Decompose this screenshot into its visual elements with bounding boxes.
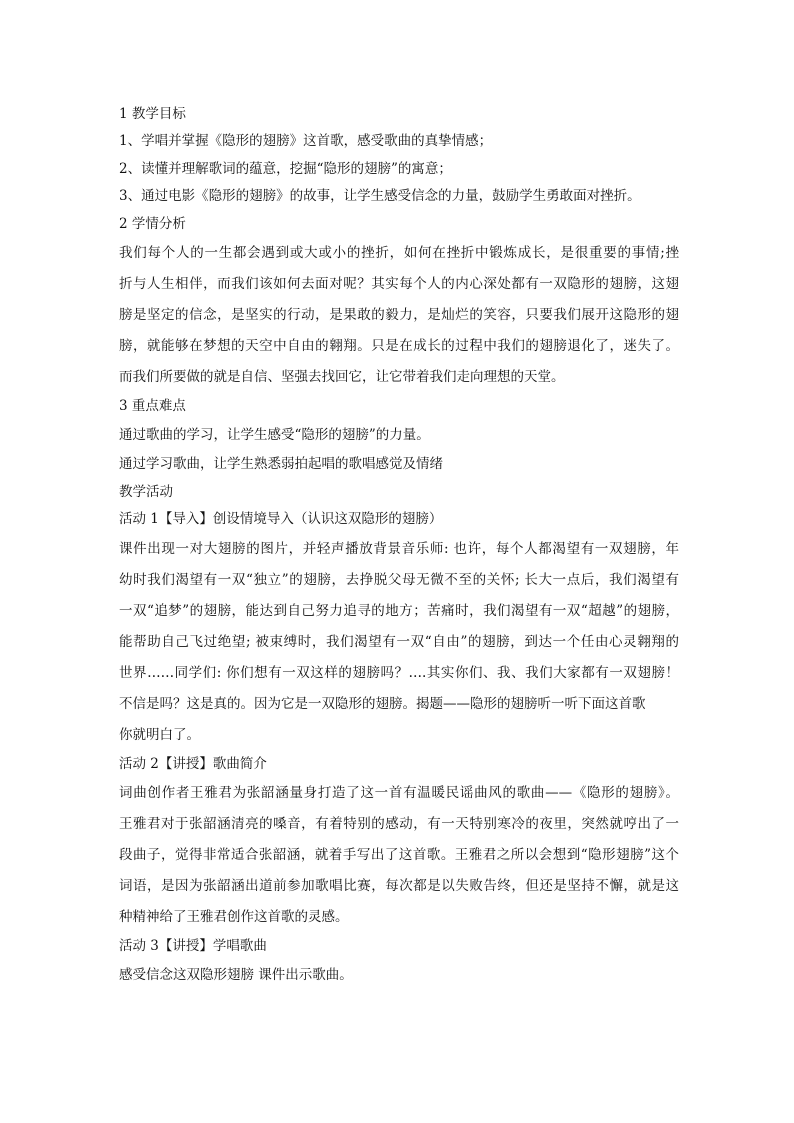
activity-1-line: 一双“追梦”的翅膀，能达到自己努力追寻的地方；苦痛时，我们渴望有一双“超越”的翅膀， — [119, 602, 679, 619]
activity-1-title: 活动 1【导入】创设情境导入（认识这双隐形的翅膀） — [119, 511, 443, 528]
activity-3-line: 感受信念这双隐形翅膀 课件出示歌曲。 — [119, 967, 353, 984]
key-point-item-1: 通过歌曲的学习，让学生感受“隐形的翅膀”的力量。 — [119, 427, 430, 444]
activity-1-line: 不信是吗？这是真的。因为它是一双隐形的翅膀。揭题——隐形的翅膀听一听下面这首歌 — [119, 695, 646, 712]
activity-2-line: 王雅君对于张韶涵清亮的嗓音，有着特别的感动，有一天特别寒冷的夜里，突然就哼出了一 — [119, 815, 679, 832]
analysis-line-5: 而我们所要做的就是自信、坚强去找回它，让它带着我们走向理想的天堂。 — [119, 368, 565, 385]
section-heading-key-points: 3 重点难点 — [119, 397, 186, 414]
objective-item-3: 3、通过电影《隐形的翅膀》的故事，让学生感受信念的力量，鼓励学生勇敢面对挫折。 — [119, 188, 641, 205]
analysis-line-2: 折与人生相伴，而我们该如何去面对呢？其实每个人的内心深处都有一双隐形的翅膀，这翅 — [119, 275, 679, 292]
analysis-line-1: 我们每个人的一生都会遇到或大或小的挫折，如何在挫折中锻炼成长，是很重要的事情;挫 — [119, 244, 679, 261]
activities-heading: 教学活动 — [119, 483, 173, 500]
activity-1-line: 世界……同学们: 你们想有一双这样的翅膀吗？….其实你们、我、我们大家都有一双翅膀！ — [119, 664, 679, 681]
objective-item-2: 2、读懂并理解歌词的蕴意，挖掘“隐形的翅膀”的寓意； — [119, 160, 452, 177]
document-body — [119, 101, 679, 991]
activity-1-line: 课件出现一对大翅膀的图片，并轻声播放背景音乐师: 也许，每个人都渴望有一双翅膀，年 — [119, 540, 679, 557]
activity-1-line: 能帮助自己飞过绝望; 被束缚时，我们渴望有一双“自由”的翅膀，到达一个任由心灵翱翔的 — [119, 633, 679, 650]
activity-2-title: 活动 2【讲授】歌曲简介 — [119, 755, 267, 772]
activity-2-line: 段曲子，觉得非常适合张韶涵，就着手写出了这首歌。王雅君之所以会想到“隐形翅膀”这个 — [119, 846, 679, 863]
analysis-line-3: 膀是坚定的信念，是坚实的行动，是果敢的毅力，是灿烂的笑容，只要我们展开这隐形的翅 — [119, 306, 679, 323]
activity-2-line: 种精神给了王雅君创作这首歌的灵感。 — [119, 908, 349, 925]
section-heading-analysis: 2 学情分析 — [119, 215, 186, 232]
section-heading-objectives: 1 教学目标 — [119, 106, 186, 122]
objective-item-1: 1、学唱并掌握《隐形的翅膀》这首歌，感受歌曲的真挚情感； — [119, 133, 493, 150]
activity-3-title: 活动 3【讲授】学唱歌曲 — [119, 937, 267, 954]
analysis-line-4: 膀，就能够在梦想的天空中自由的翱翔。只是在成长的过程中我们的翅膀退化了，迷失了。 — [119, 337, 679, 354]
activity-1-line: 幼时我们渴望有一双“独立”的翅膀，去挣脱父母无微不至的关怀; 长大一点后，我们渴望有 — [119, 571, 679, 588]
activity-1-line: 你就明白了。 — [119, 726, 200, 743]
key-point-item-2: 通过学习歌曲，让学生熟悉弱拍起唱的歌唱感觉及情绪 — [119, 456, 443, 473]
activity-2-line: 词曲创作者王雅君为张韶涵量身打造了这一首有温暖民谣曲风的歌曲——《隐形的翅膀》。 — [119, 784, 679, 801]
activity-2-line: 词语，是因为张韶涵出道前参加歌唱比赛，每次都是以失败告终，但还是坚持不懈，就是这 — [119, 877, 679, 894]
